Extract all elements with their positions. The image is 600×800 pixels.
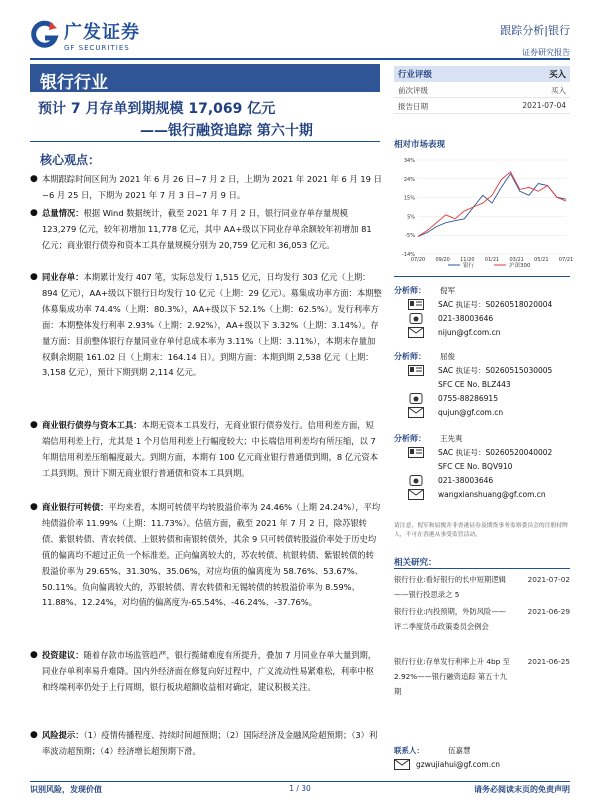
logo-text-en: GF SECURITIES <box>64 44 130 52</box>
analyst-cert2: SFC CE No. BQV910 <box>438 462 513 471</box>
phone-icon <box>408 393 424 404</box>
analyst-email-row <box>394 488 570 502</box>
company-logo <box>30 18 140 52</box>
email-icon <box>408 327 424 338</box>
analyst-role: 分析师： <box>394 352 426 361</box>
analyst-cert-row <box>394 446 570 460</box>
x-tick-label: 01/21 <box>484 257 500 263</box>
id-card-icon <box>408 365 424 376</box>
report-title: 预计 7 月存单到期规模 17,069 亿元 <box>38 101 276 117</box>
bullet-text: 根据 Wind 数据统计，截至 2021 年 7 月 2 日，银行同业存单存量规模 123,279 亿元，较年初增加 11,778 亿元，其中 AA+级以下同业存单余额较年初增加 81 亿元；商业银行债券和资本工具存量规模分别为 20,759 亿元和 36,053 亿元。 <box>42 208 372 250</box>
related-research-title: 相关研究： <box>394 558 437 568</box>
analyst-name: 倪军 <box>440 286 455 295</box>
rating-value: 买入 <box>548 70 566 80</box>
report-type: 跟踪分析|银行 <box>500 24 570 37</box>
report-date-value: 2021-07-04 <box>522 101 566 110</box>
industry-banner: 银行行业 <box>30 64 380 92</box>
y-tick-label: -14% <box>402 252 415 258</box>
bullet-bold: 商业银行可转债： <box>42 502 109 512</box>
analyst-block <box>394 350 570 420</box>
rating-label: 行业评级 <box>398 70 433 80</box>
id-card-icon <box>408 447 424 458</box>
analyst-cert: SAC 执证号：S0260520040002 <box>438 448 553 457</box>
prev-rating-label: 前次评级 <box>398 86 428 95</box>
related-rule <box>394 568 570 569</box>
bullet-total <box>30 206 382 254</box>
analyst-email-row <box>394 406 570 420</box>
contact-email[interactable]: gzwujiahui@gf.com.cn <box>416 760 500 769</box>
contact-block <box>394 744 570 772</box>
contact-label: 联系人： <box>394 746 424 755</box>
rating-head <box>394 66 570 82</box>
related-item-date: 2021-06-29 <box>527 607 570 616</box>
bullet-ncd <box>30 270 382 381</box>
title-rule <box>30 141 380 142</box>
bullet-investment <box>30 648 382 696</box>
footer-slogan: 识别风险，发现价值 <box>30 785 102 794</box>
analyst-name: 屈俊 <box>440 352 455 361</box>
analyst-name-row <box>394 284 570 298</box>
bullet-bonds <box>30 418 382 482</box>
email-icon <box>408 407 424 418</box>
bullet-dot: ● <box>30 174 38 184</box>
analyst-block <box>394 432 570 502</box>
footer-disclaimer: 请务必阅读末页的免责声明 <box>474 785 570 794</box>
bullet-dot: ● <box>30 208 38 218</box>
analyst-role: 分析师： <box>394 434 426 443</box>
analyst-name-row <box>394 432 570 446</box>
prev-rating-value: 买入 <box>551 86 566 95</box>
gf-logo-icon <box>30 20 60 50</box>
x-tick-label: 07/21 <box>558 257 574 263</box>
y-tick-label: 15% <box>403 195 415 202</box>
contact-email-row <box>394 758 570 772</box>
bullet-dot: ● <box>30 730 38 740</box>
related-item[interactable] <box>394 572 570 602</box>
y-tick-label: -5% <box>405 233 415 240</box>
phone-icon <box>408 475 424 486</box>
header-rule <box>30 58 570 60</box>
related-item-date: 2021-06-25 <box>527 657 570 666</box>
report-date-row <box>394 98 570 114</box>
related-item-title[interactable]: 银行行业:存单发行利率上升 4bp 至 2.92%——银行融资追踪 第五十九期 <box>394 657 510 696</box>
performance-title: 相对市场表现 <box>394 140 446 150</box>
legend-label: 沪深300 <box>509 263 531 269</box>
bullet-risk <box>30 728 382 760</box>
analyst-cert2-row <box>394 460 570 474</box>
analyst-email[interactable]: qujun@gf.com.cn <box>438 408 504 417</box>
related-item[interactable] <box>394 654 570 699</box>
chart-rule <box>394 276 570 277</box>
legend-label: 银行 <box>463 263 475 269</box>
bullet-dot: ● <box>30 420 38 430</box>
bullet-convertibles <box>30 500 382 611</box>
rating-box <box>394 66 570 114</box>
bullet-bold: 商业银行债券与资本工具： <box>42 420 142 430</box>
analyst-phone: 021-38003646 <box>438 476 494 485</box>
bullet-dot: ● <box>30 502 38 512</box>
related-item-title[interactable]: 银行行业:内投预期，外防风险——评二季度货币政策委员会例会 <box>394 607 506 631</box>
bullet-text: 随着存款市场监管趋严，银行揽储难度有所提升，叠加 7 月同业存单大量到期，同业存单利率易升难降。国内外经济面在修复向好过程中，广义流动性易紧难松，利率中枢和终端利率仍处于上行周期，银行板块超额收益相对确定，建议积极关注。 <box>42 650 377 692</box>
analyst-block <box>394 284 570 340</box>
analyst-email[interactable]: wangxianshuang@gf.com.cn <box>438 490 546 499</box>
report-date-label: 报告日期 <box>398 102 428 111</box>
analyst-cert: SAC 执证号：S0260518020004 <box>438 300 553 309</box>
bullet-bold: 风险提示： <box>42 730 84 740</box>
x-tick-label: 11/20 <box>460 257 475 263</box>
bullet-text: 本期累计发行 407 笔，实际总发行 1,515 亿元，日均发行 303 亿元（上期：894 亿元），AA+级以下银行日均发行 10 亿元（上期：29 亿元）。募集成功率方面：本期整体募集成功率 74.4%（上期：80.3%），AA+级以下 52.1%（上期：62.5%）。发行利率方面：本期整体发行利率 2.93%（上期：2.92%），AA+级以下 3.32%（上期：3.14%）。存量方面：目前整体银行存量同业存单付息成本率为 3.11%（上期：3.11%），本期末存量加权剩余期限 161.02 日（上期末：164.14 日）。到期方面：本期到期 2,538 亿元（上期：3,158 亿元），预计下期到期 2,114 亿元。 <box>42 272 382 378</box>
series-line-沪深300 <box>418 172 566 237</box>
report-subtitle: ——银行融资追踪 第六十期 <box>140 123 313 139</box>
bullet-text: 平均来看，本期可转债平均转股溢价率为 24.46%（上期 24.24%），平均纯债溢价率 11.99%（上期：11.73%）。估值方面，截至 2021 年 7 月 2 日，除苏银转债、紫银转债、青农转债、上银转债和南银转债外，其余 9 只可转债转股溢价率处于历史均值的偏离均不超过正负一个标准差。正向偏离较大的，苏农转债、杭银转债、紫银转债的转股溢价率为 29.65%、31.30%、35.06%，对应均值的偏离度为 58.76%、53.67%、50.11%。负向偏离较大的，苏银转债、青农转债和无锡转债的转股溢价率为 8.59%、11.88%、12.24%，对均值的偏离度为-65.54%、-46.24%、-37.76%。 <box>42 502 381 608</box>
email-icon <box>408 489 424 500</box>
y-tick-label: 5% <box>407 214 415 221</box>
x-tick-label: 09/20 <box>435 257 450 263</box>
x-tick-label: 03/21 <box>509 257 524 263</box>
analyst-phone-row <box>394 312 570 326</box>
bullet-text: （1）疫情传播程度、持续时间超预期；（2）国际经济及金融风险超预期；（3）利率波动超预期；（4）经济增长超预期下滑。 <box>42 730 378 756</box>
analyst-name-row <box>394 350 570 364</box>
core-views-heading: 核心观点： <box>40 153 101 167</box>
page-number: 1 / 30 <box>289 784 311 793</box>
bullet-bold: 投资建议： <box>42 650 84 660</box>
analyst-cert2: SFC CE No. BLZ443 <box>438 380 511 389</box>
contact-name-row <box>394 744 570 758</box>
analyst-phone-row <box>394 392 570 406</box>
analyst-phone: 0755-88286915 <box>438 394 498 403</box>
x-tick-label: 05/21 <box>534 257 549 263</box>
bullet-text: 本期无资本工具发行，无商业银行债券发行。信用利差方面，短端信用利差上行，尤其是 1 个月信用利差上行幅度较大；中长端信用利差均有所压缩，以 7 年期信用利差压缩幅度最大。到期方面，本期有 100 亿元商业银行普通债到期，8 亿元资本工具到期。预计下期无商业银行普通债和资本工具到期。 <box>42 420 379 478</box>
logo-text-cn: 广发证券 <box>64 22 140 43</box>
disclaimer-note: 请注意，倪军和屈俊并非香港证券及期货事务监察委员会的注册持牌人，不可在香港从事受监管活动。 <box>394 523 568 538</box>
bullet-dot: ● <box>30 272 38 282</box>
analyst-cert: SAC 执证号：S0260515030005 <box>438 366 553 375</box>
bullet-dot: ● <box>30 650 38 660</box>
y-tick-label: 34% <box>403 158 415 164</box>
relative-performance-chart <box>394 152 574 272</box>
contact-name: 伍嘉慧 <box>448 746 471 755</box>
analyst-role: 分析师： <box>394 286 426 295</box>
bullet-bold: 同业存单： <box>42 272 84 282</box>
phone-icon <box>408 313 424 324</box>
x-tick-label: 07/20 <box>410 257 426 263</box>
analyst-name: 王先爽 <box>440 434 463 443</box>
id-card-icon <box>408 299 424 310</box>
bullet-bold: 总量情况： <box>42 208 84 218</box>
analyst-email-row <box>394 326 570 340</box>
analyst-cert-row <box>394 364 570 378</box>
series-line-银行 <box>418 174 566 237</box>
related-item-title[interactable]: 银行行业:看好银行的长中短期逻辑 ——银行投思录之 5 <box>394 575 506 599</box>
analyst-phone-row <box>394 474 570 488</box>
report-sub: 证券研究报告 <box>522 48 570 57</box>
page-header <box>0 0 600 60</box>
related-item[interactable] <box>394 604 570 634</box>
analyst-cert2-row <box>394 378 570 392</box>
footer-rule <box>30 781 570 782</box>
bullet-period <box>30 172 382 204</box>
analyst-email[interactable]: nijun@gf.com.cn <box>438 328 501 337</box>
analyst-phone: 021-38003646 <box>438 314 494 323</box>
prev-rating-row <box>394 82 570 98</box>
analyst-cert-row <box>394 298 570 312</box>
email-icon <box>394 759 410 770</box>
y-tick-label: 24% <box>403 176 415 183</box>
related-item-date: 2021-07-02 <box>527 575 570 584</box>
bullet-text: 本期跟踪时间区间为 2021 年 6 月 26 日~7 月 2 日，上期为 2021 年 2021 年 6 月 19 日~6 月 25 日，下期为 2021 年 7 月 3 日~7 月 9 日。 <box>42 174 382 200</box>
